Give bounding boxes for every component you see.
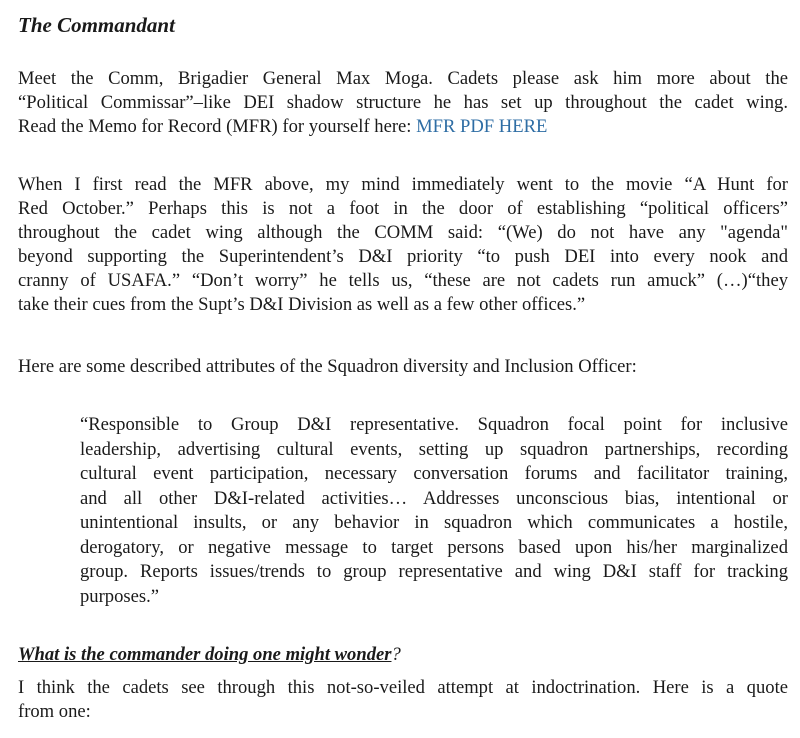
paragraph-line: take their cues from the Supt’s D&I Division as well as a few other offices.” [18, 294, 586, 315]
intro-paragraph [18, 67, 788, 139]
paragraph-line-text: Read the Memo for Record (MFR) for yourself here: [18, 116, 417, 137]
quote-line: “Responsible to Group D&I representative. Squadron focal point for inclusive [80, 414, 788, 435]
paragraph-line: “Political Commissar”–like DEI shadow structure he has set up throughout the cadet wing. [18, 92, 788, 113]
cadets-paragraph [18, 676, 788, 724]
section-heading: The Commandant [18, 13, 175, 37]
paragraph-line: from one: [18, 701, 91, 722]
subheading [18, 642, 401, 668]
paragraph-line: throughout the cadet wing although the COMM said: “(We) do not have any "agenda" [18, 222, 788, 243]
subheading-question-mark: ? [391, 644, 401, 665]
paragraph-line: Red October.” Perhaps this is not a foot in the door of establishing “political officers” [18, 198, 788, 219]
paragraph-line: Here are some described attributes of the Squadron diversity and Inclusion Officer: [18, 356, 637, 377]
paragraph-line: beyond supporting the Superintendent’s D&I priority “to push DEI into every nook and [18, 246, 788, 267]
block-quote [80, 413, 788, 609]
quote-line: group. Reports issues/trends to group representative and wing D&I staff for tracking [80, 561, 788, 582]
quote-line: cultural event participation, necessary conversation forums and facilitator training, [80, 463, 788, 484]
paragraph-line [18, 115, 788, 139]
attributes-intro [18, 355, 788, 379]
paragraph-line: cranny of USAFA.” “Don’t worry” he tells us, “these are not cadets run amuck” (…)“they [18, 270, 788, 291]
subheading-text: What is the commander doing one might wonder [18, 644, 392, 665]
quote-line: and all other D&I-related activities… Addresses unconscious bias, intentional or [80, 487, 788, 509]
paragraph-line: I think the cadets see through this not-so-veiled attempt at indoctrination. Here is a quote [18, 677, 788, 698]
quote-line: derogatory, or negative message to target persons based upon his/her marginalized [80, 536, 788, 558]
quote-line: leadership, advertising cultural events, setting up squadron partnerships, recording [80, 438, 788, 460]
mfr-reaction-paragraph [18, 173, 788, 317]
paragraph-line: Meet the Comm, Brigadier General Max Moga. Cadets please ask him more about the [18, 68, 788, 89]
quote-line: unintentional insults, or any behavior in squadron which communicates a hostile, [80, 512, 788, 533]
quote-line: purposes.” [80, 585, 160, 607]
paragraph-line: When I first read the MFR above, my mind immediately went to the movie “A Hunt for [18, 174, 788, 195]
mfr-pdf-link[interactable]: MFR PDF HERE [416, 116, 548, 137]
